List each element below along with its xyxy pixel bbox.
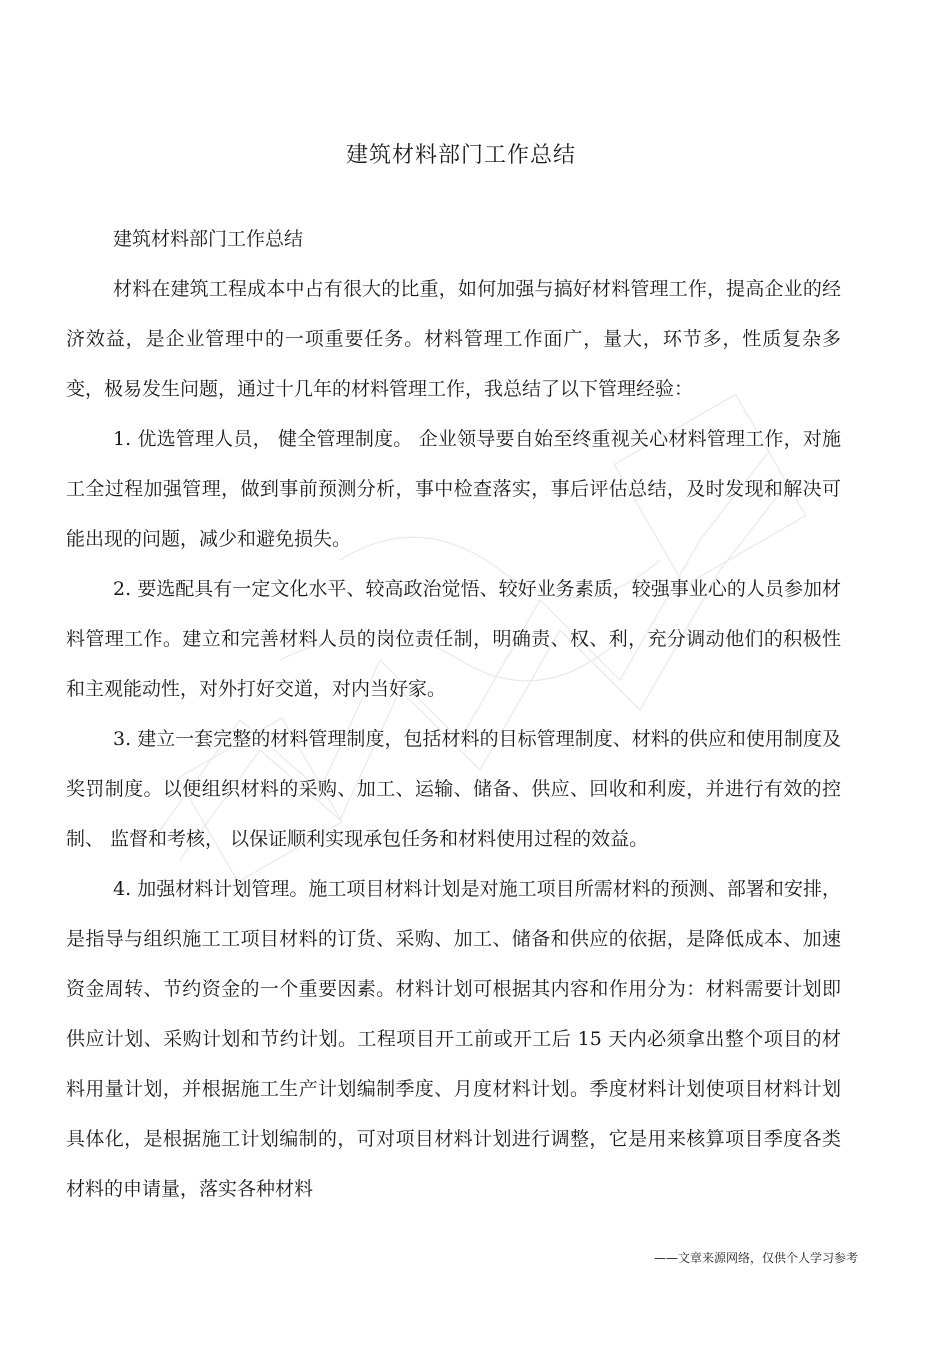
- document-title: 建筑材料部门工作总结: [345, 143, 576, 168]
- paragraph-item-2: 2. 要选配具有一定文化水平、较高政治觉悟、较好业务素质，较强事业心的人员参加材料管理工作。建立和完善材料人员的岗位责任制，明确责、权、利，充分调动他们的积极性和主观能动性，对外打好交道，对内当好家。: [66, 578, 841, 700]
- paragraph-intro: 材料在建筑工程成本中占有很大的比重，如何加强与搞好材料管理工作，提高企业的经济效益，是企业管理中的一项重要任务。材料管理工作面广，量大，环节多，性质复杂多变，极易发生问题，通过十几年的材料管理工作，我总结了以下管理经验：: [66, 278, 841, 400]
- document-body: [66, 214, 841, 1214]
- paragraph-item-1: 1. 优选管理人员， 健全管理制度。 企业领导要自始至终重视关心材料管理工作，对施工全过程加强管理，做到事前预测分析，事中检查落实，事后评估总结，及时发现和解决可能出现的问题，减少和避免损失。: [66, 428, 841, 550]
- paragraph-item-3: 3. 建立一套完整的材料管理制度，包括材料的目标管理制度、材料的供应和使用制度及奖罚制度。以便组织材料的采购、加工、运输、储备、供应、回收和利废，并进行有效的控制、 监督和考核， 以保证顺利实现承包任务和材料使用过程的效益。: [66, 728, 841, 850]
- paragraph-heading: 建筑材料部门工作总结: [113, 228, 304, 250]
- paragraph-item-4: 4. 加强材料计划管理。施工项目材料计划是对施工项目所需材料的预测、部署和安排，是指导与组织施工工项目材料的订货、采购、加工、储备和供应的依据，是降低成本、加速资金周转、节约资金的一个重要因素。材料计划可根据其内容和作用分为：材料需要计划即供应计划、采购计划和节约计划。工程项目开工前或开工后 15 天内必须拿出整个项目的材料用量计划，并根据施工生产计划编制季度、月度材料计划。季度材料计划使项目材料计划具体化，是根据施工计划编制的，可对项目材料计划进行调整，它是用来核算项目季度各类材料的申请量，落实各种材料: [66, 878, 841, 1200]
- footer-source-note: ——文章来源网络，仅供个人学习参考: [653, 1251, 858, 1265]
